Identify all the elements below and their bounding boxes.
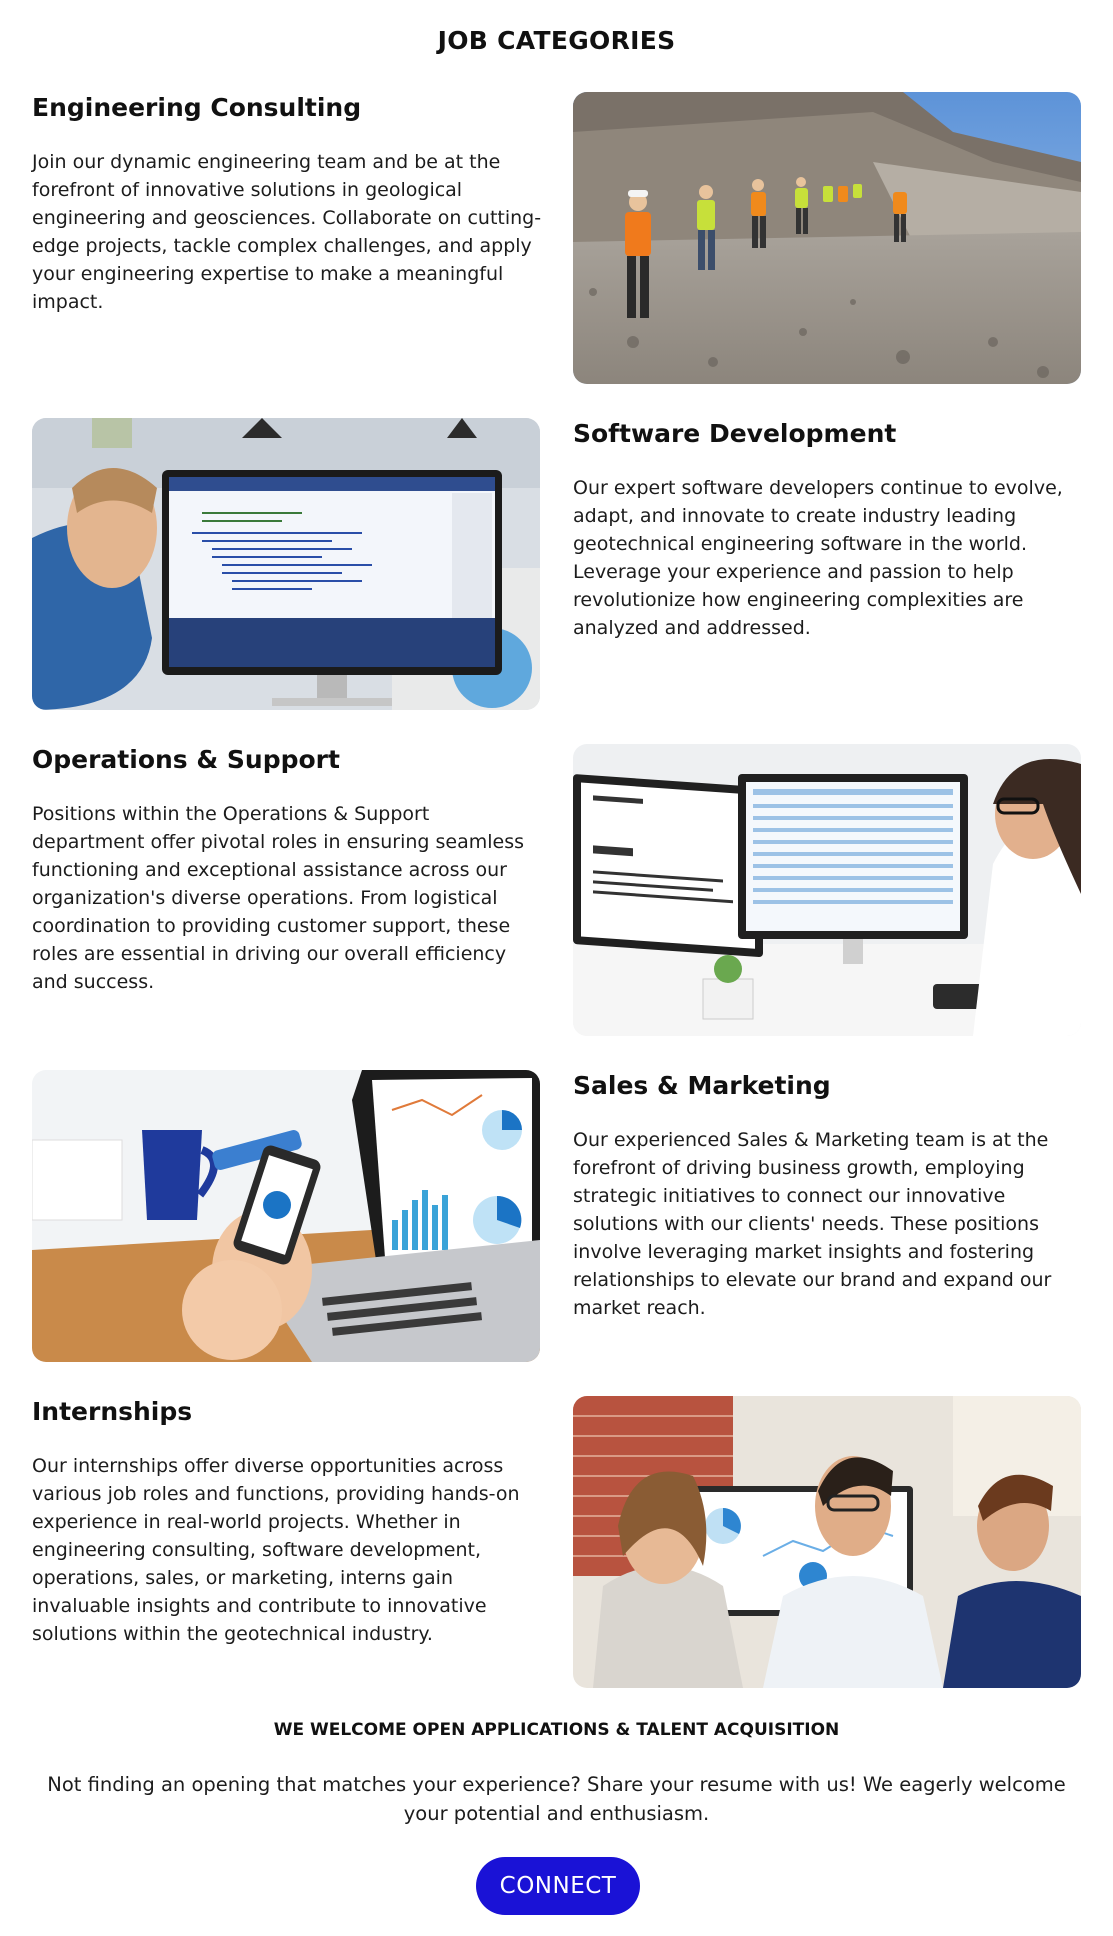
- developer-at-code-monitor-photo: [32, 418, 540, 710]
- category-heading: Engineering Consulting: [32, 93, 362, 122]
- category-operations-support: [32, 744, 1080, 1036]
- accountant-with-invoice-monitors-photo: [573, 744, 1081, 1036]
- category-heading: Sales & Marketing: [573, 1071, 831, 1100]
- category-engineering-consulting: [32, 92, 1080, 384]
- category-description: Our expert software developers continue to evolve, adapt, and innovate to create industry leading geotechnical engineering software in the world. Leverage your experience and passion to help revolutionize how engineering complexities are analyzed and addressed.: [573, 477, 1063, 639]
- category-heading: Internships: [32, 1397, 193, 1426]
- geologists-walking-in-quarry-photo: [573, 92, 1081, 384]
- category-description: Our experienced Sales & Marketing team is at the forefront of driving business growth, employing strategic initiatives to connect our innovative solutions with our clients' needs. These positions involve leveraging market insights and fostering relationships to elevate our brand and expand our market reach.: [573, 1129, 1052, 1319]
- open-applications-heading: WE WELCOME OPEN APPLICATIONS & TALENT ACQUISITION: [273, 1720, 840, 1740]
- open-applications-description: Not finding an opening that matches your experience? Share your resume with us! We eagerly welcome your potential and enthusiasm.: [47, 1773, 1066, 1825]
- category-text: [32, 1396, 542, 1648]
- team-meeting-at-screen-photo: [573, 1396, 1081, 1688]
- category-heading: Operations & Support: [32, 745, 340, 774]
- laptop-and-phone-charts-photo: [32, 1070, 540, 1362]
- category-description: Positions within the Operations & Support department offer pivotal roles in ensuring seamless functioning and exceptional assistance across our organization's diverse operations. From logistical coordination to providing customer support, these roles are essential in driving our overall efficiency and success.: [32, 803, 525, 993]
- category-text: [32, 744, 542, 996]
- page-title: JOB CATEGORIES: [437, 26, 676, 55]
- category-software-development: [32, 418, 1080, 710]
- category-heading: Software Development: [573, 419, 897, 448]
- category-description: Join our dynamic engineering team and be at the forefront of innovative solutions in geological engineering and geosciences. Collaborate on cutting-edge projects, tackle complex challenges, and apply your engineering expertise to make a meaningful impact.: [32, 151, 542, 313]
- category-description: Our internships offer diverse opportunities across various job roles and functions, providing hands-on experience in real-world projects. Whether in engineering consulting, software development, operations, sales, or marketing, interns gain invaluable insights and contribute to innovative solutions within the geotechnical industry.: [32, 1455, 520, 1645]
- connect-button[interactable]: CONNECT: [476, 1857, 640, 1915]
- category-text: [573, 1070, 1083, 1322]
- category-text: [573, 418, 1083, 642]
- category-sales-marketing: [32, 1070, 1080, 1362]
- category-internships: [32, 1396, 1080, 1688]
- category-text: [32, 92, 542, 316]
